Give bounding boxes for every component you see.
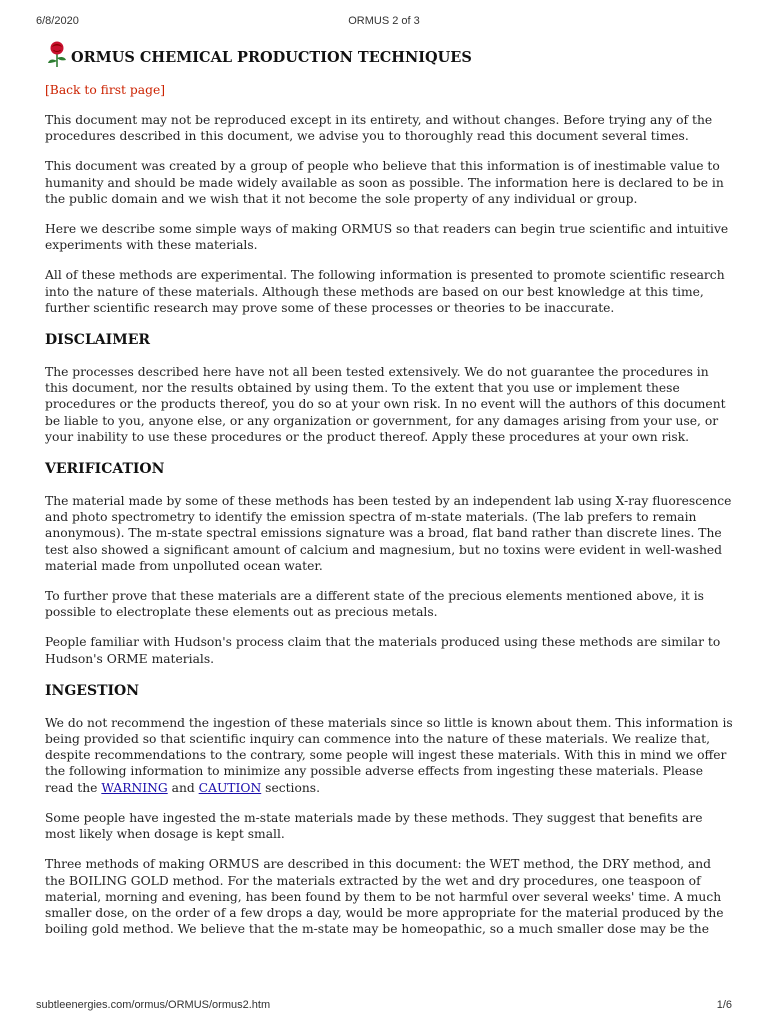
ingestion-heading: INGESTION: [45, 682, 140, 699]
verification-heading: VERIFICATION: [45, 461, 165, 478]
verification-paragraph: People familiar with Hudson's process claim that the materials produced using these methods are similar to Hudson's ORME materials.: [45, 635, 721, 666]
intro-paragraph: Here we describe some simple ways of making ORMUS so that readers can begin true scientific and intuitive experiments with these materials.: [45, 222, 729, 253]
print-page-title: ORMUS 2 of 3: [348, 15, 420, 27]
document-body: [45, 40, 735, 951]
ingestion-text: We do not recommend the ingestion of these materials since so little is known about them. This information is being provided so that scientific inquiry can commence into the nature of these materials. We realize that, despite recommendations to the contrary, some people will ingest these materials. With this in mind we offer the following information to minimize any possible adverse effects from ingesting these materials. Please read the: [45, 715, 733, 795]
ingestion-paragraph: Three methods of making ORMUS are described in this document: the WET method, the DRY method, and the BOILING GOLD method. For the materials extracted by the wet and dry procedures, one teaspoon of material, morning and evening, has been found by them to be not harmful over several weeks' time. A much smaller dose, on the order of a few drops a day, would be more appropriate for the material produced by the boiling gold method. We believe that the m-state may be homeopathic, so a much smaller dose may be the: [45, 857, 724, 937]
disclaimer-paragraph: The processes described here have not all been tested extensively. We do not guarantee the procedures in this document, nor the results obtained by using them. To the extent that you use or implement these procedures or the products thereof, you do so at your own risk. In no event will the authors of this document be liable to you, anyone else, or any organization or government, for any damages arising from your use, or your inability to use these procedures or the product thereof. Apply these procedures at your own risk.: [45, 365, 726, 444]
rose-icon: [45, 40, 69, 68]
ingestion-text: and: [167, 780, 199, 795]
print-page-number: 1/6: [716, 999, 732, 1011]
page-title-text: ORMUS CHEMICAL PRODUCTION TECHNIQUES: [71, 49, 472, 66]
verification-paragraph: The material made by some of these methods has been tested by an independent lab using X-ray fluorescence and photo spectrometry to identify the emission spectra of m-state materials. (The lab prefers to remain anonymous). The m-state spectral emissions signature was a broad, flat band rather than discrete lines. The test also showed a significant amount of calcium and magnesium, but no toxins were evident in well-washed material made from unpolluted ocean water.: [45, 494, 732, 573]
ingestion-paragraph: [45, 715, 735, 796]
intro-paragraph: This document was created by a group of people who believe that this information is of inestimable value to humanity and should be made widely available as soon as possible. The information here is declared to be in the public domain and we wish that it not become the sole property of any individual or group.: [45, 159, 724, 206]
disclaimer-heading: DISCLAIMER: [45, 332, 150, 349]
intro-paragraph: This document may not be reproduced except in its entirety, and without changes. Before trying any of the procedures described in this document, we advise you to thoroughly read this document several times.: [45, 113, 713, 144]
print-url: subtleenergies.com/ormus/ORMUS/ormus2.htm: [36, 999, 271, 1011]
print-date: 6/8/2020: [36, 15, 79, 27]
caution-link[interactable]: CAUTION: [198, 780, 262, 795]
warning-link[interactable]: WARNING: [101, 780, 168, 795]
ingestion-text: sections.: [261, 780, 321, 795]
page-title: [45, 40, 735, 68]
ingestion-paragraph: Some people have ingested the m-state materials made by these methods. They suggest that benefits are most likely when dosage is kept small.: [45, 810, 703, 842]
back-to-first-page-link[interactable]: [Back to first page]: [45, 83, 166, 97]
verification-paragraph: To further prove that these materials are a different state of the precious elements mentioned above, it is possible to electroplate these elements out as precious metals.: [45, 589, 704, 620]
intro-paragraph: All of these methods are experimental. The following information is presented to promote scientific research into the nature of these materials. Although these methods are based on our best knowledge at this time, further scientific research may prove some of these processes or theories to be inaccurate.: [45, 268, 725, 315]
